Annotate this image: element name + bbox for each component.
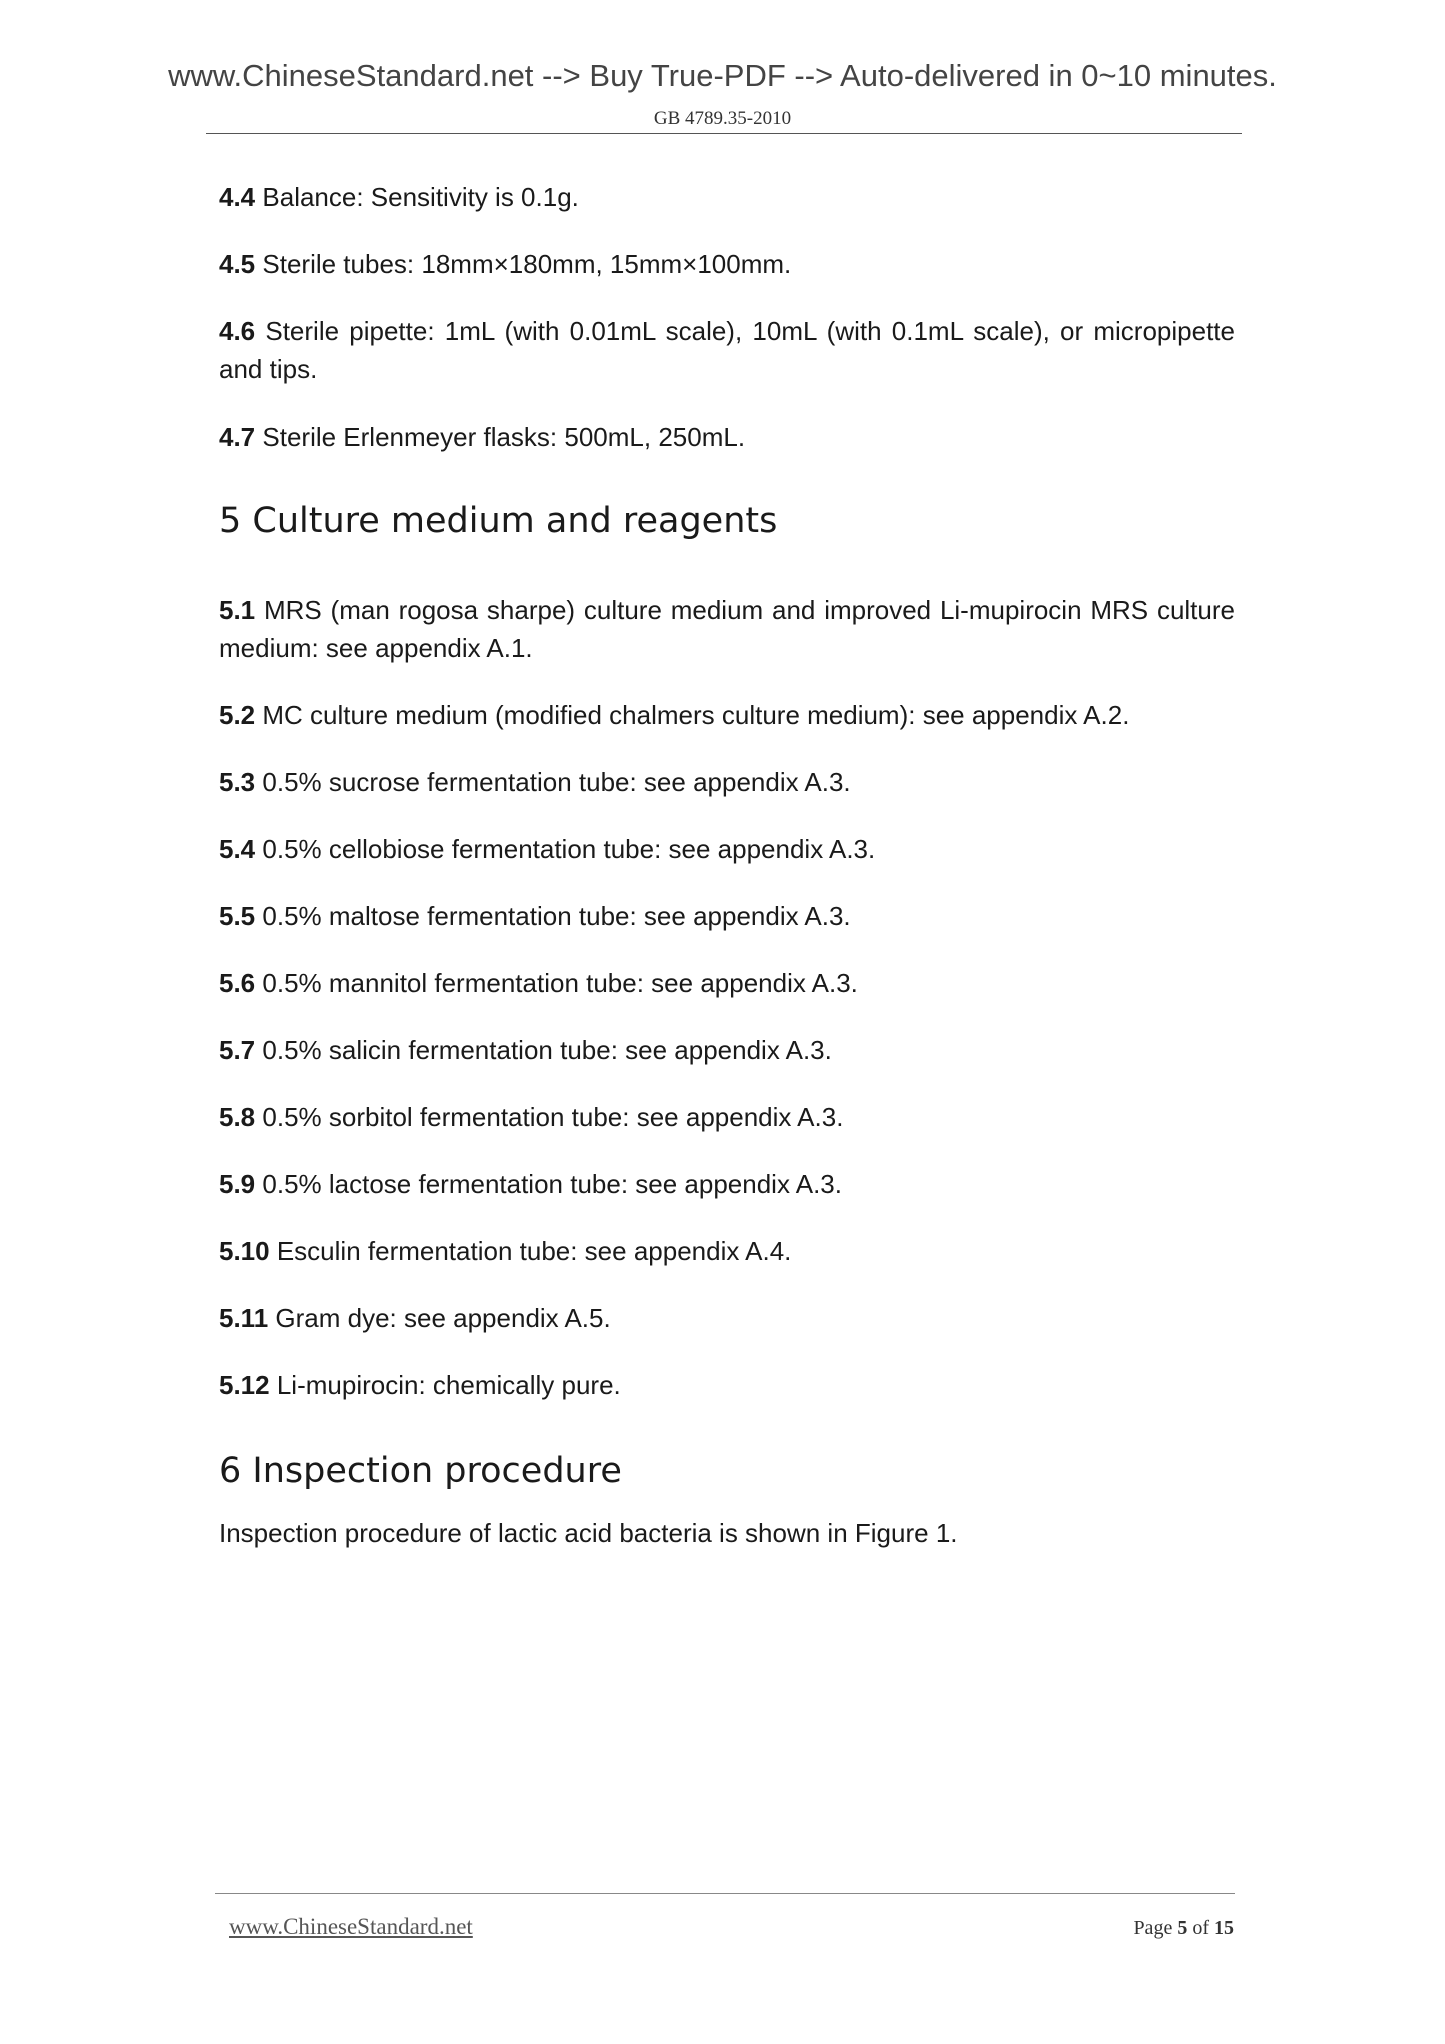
item-number: 5.2: [219, 700, 256, 730]
item-5-3: [219, 763, 1235, 801]
item-number: 5.3: [219, 767, 256, 797]
item-5-9: [219, 1165, 1235, 1203]
item-5-1: [219, 591, 1235, 667]
section-6-text: Inspection procedure of lactic acid bacteria is shown in Figure 1.: [219, 1518, 958, 1548]
item-number: 5.12: [219, 1370, 270, 1400]
item-text: Sterile Erlenmeyer flasks: 500mL, 250mL.: [262, 422, 746, 452]
item-number: 5.9: [219, 1169, 256, 1199]
item-number: 5.1: [219, 595, 256, 625]
item-4-6: [219, 312, 1235, 388]
item-number: 4.5: [219, 249, 256, 279]
item-5-11: [219, 1299, 1235, 1337]
item-5-7: [219, 1031, 1235, 1069]
footer-site-link[interactable]: www.ChineseStandard.net: [229, 1914, 473, 1939]
page-of: of: [1192, 1917, 1209, 1939]
item-number: 5.5: [219, 901, 256, 931]
item-text: MC culture medium (modified chalmers culture medium): see appendix A.2.: [262, 700, 1130, 730]
item-number: 5.6: [219, 968, 256, 998]
item-5-5: [219, 897, 1235, 935]
item-text: Gram dye: see appendix A.5.: [275, 1303, 611, 1333]
item-number: 5.11: [219, 1303, 269, 1333]
item-number: 5.10: [219, 1236, 270, 1266]
item-4-4: [219, 178, 1235, 216]
item-text: 0.5% sucrose fermentation tube: see appendix A.3.: [262, 767, 851, 797]
item-number: 4.6: [219, 316, 256, 346]
item-text: 0.5% salicin fermentation tube: see appendix A.3.: [262, 1035, 832, 1065]
item-4-5: [219, 245, 1235, 283]
section-5-heading: 5 Culture medium and reagents: [219, 501, 778, 541]
item-text: 0.5% maltose fermentation tube: see appendix A.3.: [262, 901, 851, 931]
footer-divider: [215, 1893, 1235, 1894]
item-text: Sterile pipette: 1mL (with 0.01mL scale), 10mL (with 0.1mL scale), or micropipette and tips.: [219, 316, 1235, 384]
item-text: Sterile tubes: 18mm×180mm, 15mm×100mm.: [262, 249, 792, 279]
page-prefix: Page: [1133, 1917, 1173, 1939]
item-5-10: [219, 1232, 1235, 1270]
item-5-6: [219, 964, 1235, 1002]
page-indicator: [1133, 1917, 1234, 1940]
item-text: Balance: Sensitivity is 0.1g.: [262, 182, 579, 212]
item-text: Esculin fermentation tube: see appendix A.4.: [276, 1236, 792, 1266]
item-text: 0.5% mannitol fermentation tube: see appendix A.3.: [262, 968, 858, 998]
item-4-7: [219, 418, 1235, 456]
item-5-12: [219, 1366, 1235, 1404]
item-text: 0.5% sorbitol fermentation tube: see appendix A.3.: [262, 1102, 844, 1132]
item-5-2: [219, 696, 1235, 734]
standard-code: GB 4789.35-2010: [653, 108, 792, 129]
item-5-8: [219, 1098, 1235, 1136]
header-divider: [206, 133, 1242, 134]
item-text: Li-mupirocin: chemically pure.: [276, 1370, 621, 1400]
item-5-4: [219, 830, 1235, 868]
page-current: 5: [1177, 1917, 1188, 1939]
item-text: 0.5% cellobiose fermentation tube: see appendix A.3.: [262, 834, 876, 864]
site-banner[interactable]: www.ChineseStandard.net --> Buy True-PDF --> Auto-delivered in 0~10 minutes.: [168, 58, 1277, 93]
item-number: 5.8: [219, 1102, 256, 1132]
item-number: 5.7: [219, 1035, 256, 1065]
item-number: 5.4: [219, 834, 256, 864]
item-number: 4.7: [219, 422, 256, 452]
item-text: 0.5% lactose fermentation tube: see appendix A.3.: [262, 1169, 842, 1199]
item-number: 4.4: [219, 182, 256, 212]
section-6-heading: 6 Inspection procedure: [219, 1451, 622, 1491]
item-text: MRS (man rogosa sharpe) culture medium and improved Li-mupirocin MRS culture medium: see appendix A.1.: [219, 595, 1235, 663]
page-total: 15: [1214, 1917, 1234, 1939]
